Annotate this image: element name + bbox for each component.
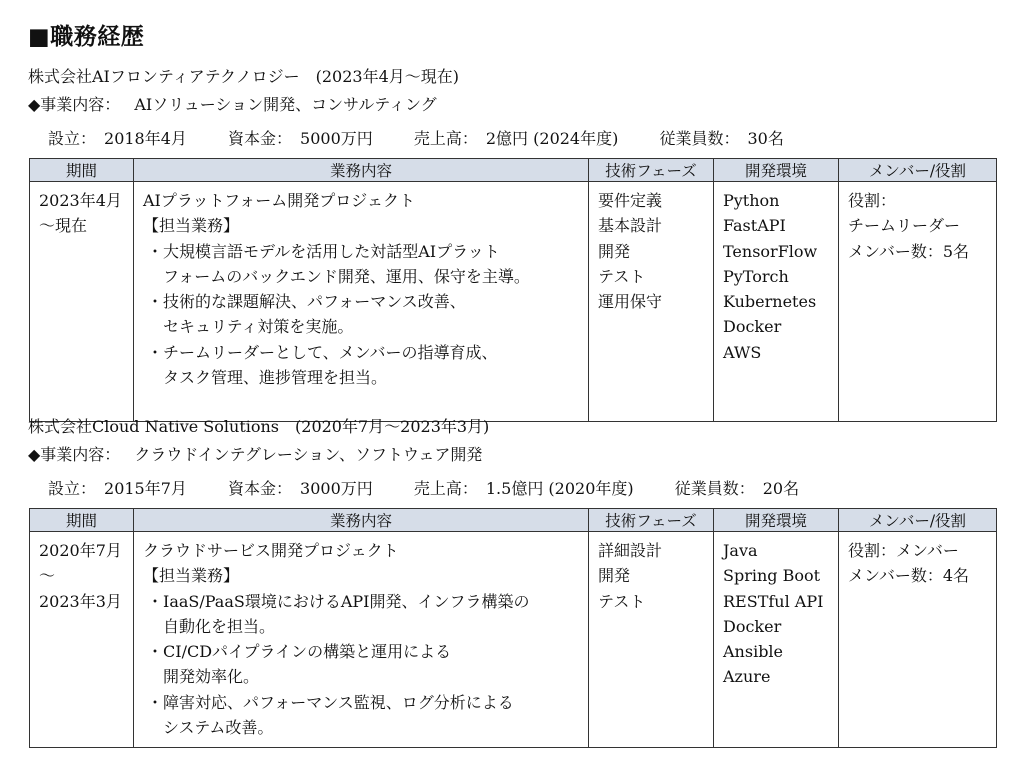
period-line: ～現在 [39, 216, 88, 236]
duty-line: システム改善。 [163, 718, 274, 738]
stat-label: 売上高： [413, 129, 478, 148]
duty-line: ・チームリーダーとして、メンバーの指導育成、 [147, 342, 498, 362]
stat-founded [48, 126, 187, 149]
env-item: Ansible [723, 642, 784, 662]
env-item: Azure [723, 667, 771, 687]
env-item: Docker [723, 317, 782, 337]
stat-value: 1.5億円 (2020年度) [485, 479, 634, 498]
member-line: 役割： [848, 191, 897, 210]
env-item: Java [723, 541, 758, 560]
company-stats [48, 126, 784, 149]
header-member: メンバー/役割 [839, 509, 997, 532]
env-item: PyTorch [723, 266, 789, 286]
cell-phase [589, 182, 714, 422]
table-row [30, 182, 997, 422]
header-work: 業務内容 [134, 159, 589, 182]
stat-label: 設立： [48, 479, 97, 498]
header-period: 期間 [30, 159, 134, 182]
stat-label: 従業員数： [674, 479, 755, 498]
table-row [30, 532, 997, 748]
business-line [28, 442, 482, 465]
stat-founded [48, 476, 187, 499]
duty-line: ・CI/CDパイプラインの構築と運用による [147, 642, 452, 662]
header-env: 開発環境 [714, 509, 839, 532]
header-period: 期間 [30, 509, 134, 532]
env-item: AWS [723, 342, 762, 362]
duty-line: ・障害対応、パフォーマンス監視、ログ分析による [147, 692, 514, 712]
env-item: Kubernetes [723, 292, 817, 312]
stat-value: 2018年4月 [104, 129, 187, 148]
phase-item: 基本設計 [598, 216, 663, 236]
table-header-row [30, 509, 997, 532]
duty-line: ・IaaS/PaaS環境におけるAPI開発、インフラ構築の [147, 591, 530, 611]
project-title: AIプラットフォーム開発プロジェクト [143, 191, 415, 210]
period-line: 2020年7月 [39, 541, 122, 560]
env-item: Python [723, 191, 780, 210]
business-value: AIソリューション開発、コンサルティング [134, 95, 437, 114]
member-line: 役割：メンバー [848, 541, 959, 560]
member-line: メンバー数：5名 [848, 241, 970, 261]
member-line: メンバー数：4名 [848, 566, 970, 586]
stat-sales [414, 476, 634, 499]
duty-line: 自動化を担当。 [163, 616, 276, 636]
section-title: ■職務経歴 [28, 23, 145, 50]
cell-work [134, 532, 589, 748]
env-item: RESTful API [723, 591, 824, 611]
header-member: メンバー/役割 [839, 159, 997, 182]
duty-line: 開発効率化。 [163, 667, 260, 687]
cell-phase [589, 532, 714, 748]
cell-period [30, 182, 134, 422]
env-item: Docker [723, 616, 782, 636]
cell-work [134, 182, 589, 422]
company-name: 株式会社Cloud Native Solutions (2020年7月～2023年3月) [28, 417, 490, 436]
duty-heading: 【担当業務】 [143, 216, 240, 236]
stat-employees [675, 476, 799, 499]
phase-item: テスト [598, 591, 646, 611]
duty-line: ・大規模言語モデルを活用した対話型AIプラット [147, 241, 500, 261]
duty-heading: 【担当業務】 [143, 566, 240, 586]
header-phase: 技術フェーズ [589, 509, 714, 532]
phase-item: 開発 [598, 241, 631, 261]
stat-value: 20名 [762, 479, 800, 498]
stat-label: 売上高： [413, 479, 478, 498]
stat-capital [228, 126, 373, 149]
business-line [28, 92, 437, 115]
business-label: ◆事業内容： [28, 445, 121, 464]
company-name: 株式会社AIフロンティアテクノロジー (2023年4月～現在) [28, 67, 460, 86]
stat-label: 資本金： [228, 479, 293, 498]
period-line: 2023年3月 [39, 591, 122, 611]
period-line: ～ [39, 566, 56, 586]
phase-item: 要件定義 [598, 191, 663, 210]
phase-item: テスト [598, 266, 646, 286]
career-table [29, 158, 997, 422]
phase-item: 詳細設計 [598, 541, 663, 560]
stat-label: 資本金： [228, 129, 293, 148]
cell-member [839, 532, 997, 748]
header-phase: 技術フェーズ [589, 159, 714, 182]
duty-line: セキュリティ対策を実施。 [163, 317, 354, 337]
stat-label: 設立： [48, 129, 97, 148]
phase-item: 運用保守 [598, 292, 663, 312]
cell-period [30, 532, 134, 748]
duty-line: ・技術的な課題解決、パフォーマンス改善、 [147, 292, 466, 312]
env-item: Spring Boot [723, 566, 821, 586]
table-header-row [30, 159, 997, 182]
env-item: FastAPI [723, 216, 786, 236]
env-item: TensorFlow [723, 241, 818, 261]
business-label: ◆事業内容： [28, 95, 121, 114]
stat-capital [228, 476, 373, 499]
phase-item: 開発 [598, 566, 631, 586]
stat-sales [414, 126, 619, 149]
cell-member [839, 182, 997, 422]
career-table [29, 508, 997, 748]
business-value: クラウドインテグレーション、ソフトウェア開発 [134, 445, 483, 464]
header-env: 開発環境 [714, 159, 839, 182]
company-stats [48, 476, 799, 499]
stat-value: 30名 [747, 129, 784, 148]
header-work: 業務内容 [134, 509, 589, 532]
stat-value: 3000万円 [300, 479, 373, 498]
period-line: 2023年4月 [39, 191, 122, 210]
duty-line: タスク管理、進捗管理を担当。 [163, 368, 388, 388]
stat-value: 2億円 (2024年度) [485, 129, 619, 148]
cell-env [714, 182, 839, 422]
stat-value: 2015年7月 [104, 479, 187, 498]
duty-line: フォームのバックエンド開発、運用、保守を主導。 [163, 266, 530, 286]
stat-label: 従業員数： [659, 129, 740, 148]
project-title: クラウドサービス開発プロジェクト [143, 541, 399, 560]
stat-value: 5000万円 [300, 129, 373, 148]
cell-env [714, 532, 839, 748]
member-line: チームリーダー [848, 216, 961, 236]
stat-employees [659, 126, 783, 149]
